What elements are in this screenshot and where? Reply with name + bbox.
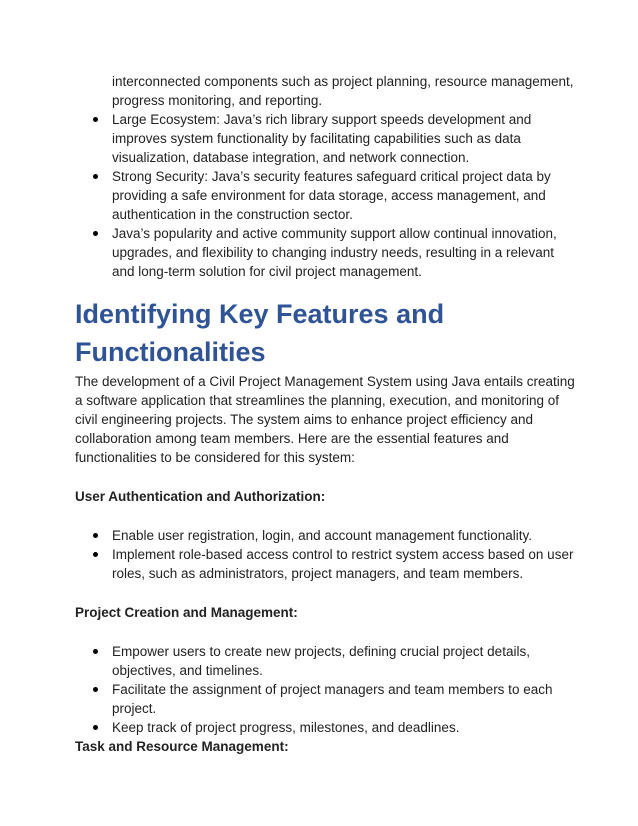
list-item	[75, 110, 575, 167]
list-item-text: Implement role-based access control to restrict system access based on user roles, such as administrators, project managers, and team members.	[112, 547, 574, 581]
bullet-icon	[93, 649, 98, 654]
document-body	[75, 72, 575, 756]
bullet-icon	[93, 687, 98, 692]
task-subheading: Task and Resource Management:	[75, 739, 289, 754]
intro-paragraph: The development of a Civil Project Management System using Java entails creating a software application that streamlines the planning, execution, and monitoring of civil engineering projects. The system aims to enhance project efficiency and collaboration among team members. Here are the essential features and functionalities to be considered for this system:	[75, 374, 575, 465]
list-item	[75, 718, 575, 737]
project-bullet-list	[75, 642, 575, 737]
list-item	[75, 545, 575, 583]
list-item-text: Facilitate the assignment of project managers and team members to each project.	[112, 682, 553, 716]
list-item-text: Strong Security: Java’s security features safeguard critical project data by providing a safe environment for data storage, access management, and authentication in the construction sector.	[112, 169, 551, 222]
bullet-icon	[93, 725, 98, 730]
auth-bullet-list	[75, 526, 575, 583]
bullet-icon	[93, 533, 98, 538]
bullet-icon	[93, 117, 98, 122]
project-subheading: Project Creation and Management:	[75, 605, 298, 620]
list-item	[75, 526, 575, 545]
list-item	[75, 224, 575, 281]
list-item-text: Large Ecosystem: Java’s rich library support speeds development and improves system functionality by facilitating capabilities such as data visualization, database integration, and network connection.	[112, 112, 532, 165]
bullet-icon	[93, 552, 98, 557]
bullet-icon	[93, 174, 98, 179]
list-item-text: Keep track of project progress, milestones, and deadlines.	[112, 720, 460, 735]
list-item	[75, 167, 575, 224]
auth-subheading: User Authentication and Authorization:	[75, 489, 326, 504]
list-item-text: Empower users to create new projects, defining crucial project details, objectives, and timelines.	[112, 644, 530, 678]
bullet-icon	[93, 231, 98, 236]
bullet-continuation: interconnected components such as project planning, resource management, progress monitoring, and reporting.	[112, 74, 574, 108]
list-item-text: Enable user registration, login, and account management functionality.	[112, 528, 533, 543]
top-bullet-list	[75, 110, 575, 281]
list-item	[75, 642, 575, 680]
list-item-text: Java’s popularity and active community support allow continual innovation, upgrades, and flexibility to changing industry needs, resulting in a relevant and long-term solution for civil project management.	[112, 226, 557, 279]
list-item	[75, 680, 575, 718]
section-heading: Identifying Key Features and Functionalities	[75, 299, 445, 367]
